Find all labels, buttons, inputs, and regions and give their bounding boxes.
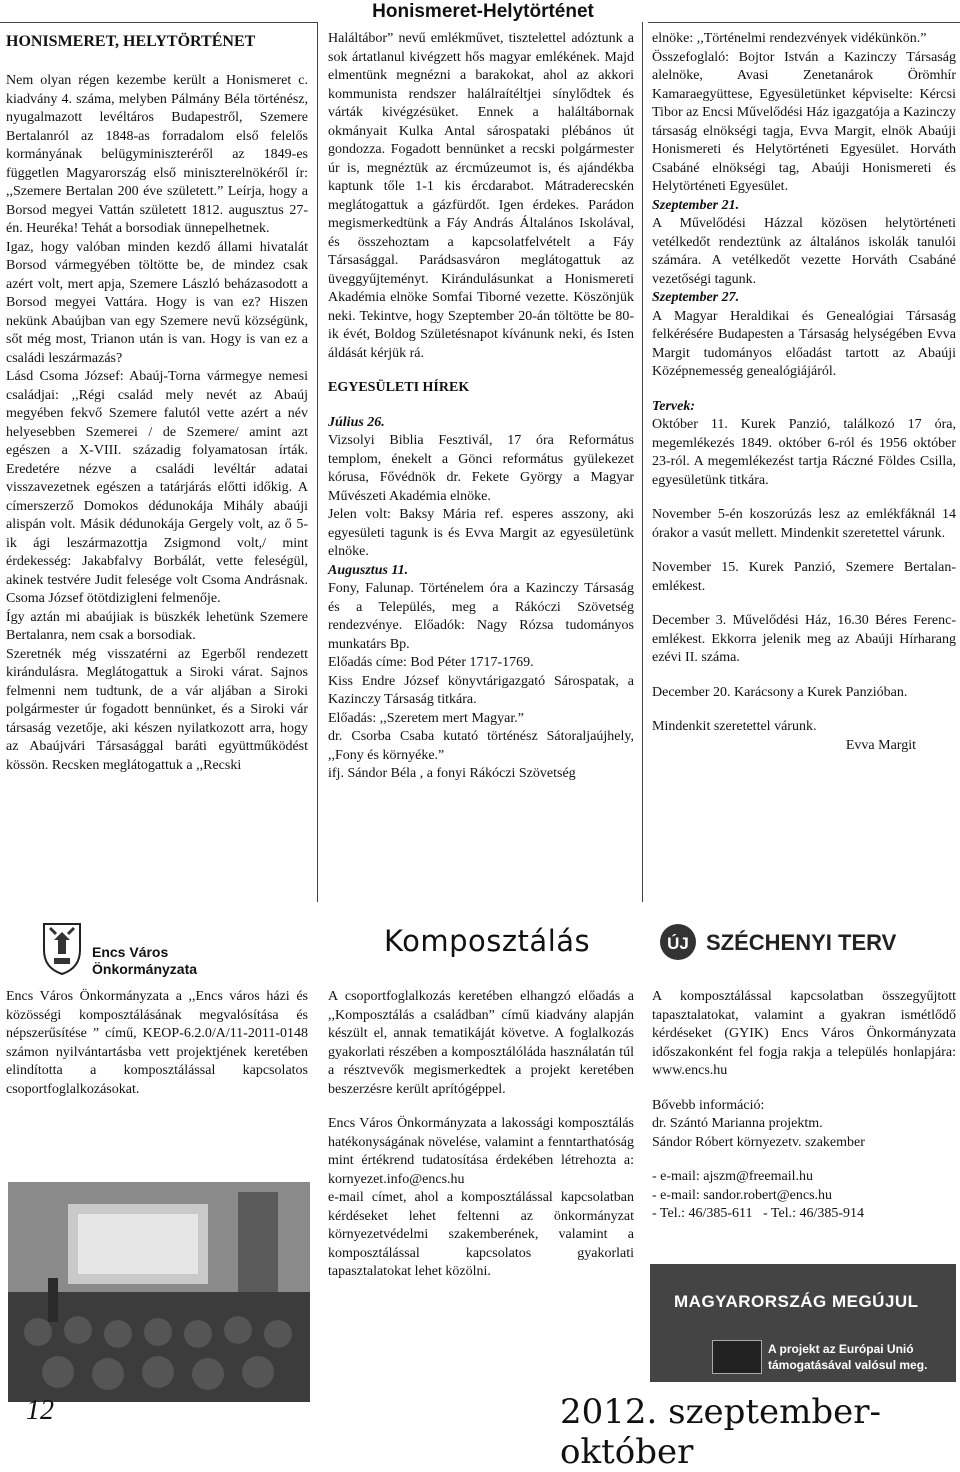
article-column-2	[328, 30, 634, 784]
contact-phones: - Tel.: 46/385-611 - Tel.: 46/385-914	[652, 1206, 865, 1221]
author-signature: Evva Margit	[845, 737, 916, 753]
header-rule-right	[648, 22, 960, 23]
magyarorszag-megujul-banner	[650, 1264, 956, 1382]
sept-21-text: A Művelődési Házzal közösen helytörténeti vetélkedőt rendeztünk az általános iskolák tanulói számára. A vetélkedőt vezette Horváth Csabáné vezetőségi tagunk.	[652, 216, 956, 287]
sept-21-date: Szeptember 21.	[652, 197, 740, 213]
kompost-col2-text-3: e-mail címet, ahol a komposztálással kapcsolatban kérdéseket lehet feltenni az önkormányzat környezetvédelmi szakemberének, valamint a komposztálással kapcsolatos gyakorlati tapasztalatokat lehet közölni.	[328, 1190, 634, 1279]
august-text-4: Előadás: ,,Szeretem mert Magyar.”	[328, 710, 524, 726]
august-date: Augusztus 11.	[328, 562, 409, 578]
page-number: 12	[26, 1395, 54, 1426]
august-text-3: Kiss Endre József könyvtárigazgató Sárospatak, a Kazinczy Társaság titkára.	[328, 673, 634, 707]
encs-logo-text	[92, 944, 197, 978]
contact-email-1: - e-mail: ajszm@freemail.hu	[652, 1169, 813, 1184]
header-rule-left	[0, 22, 318, 23]
august-text: Fony, Falunap. Történelem óra a Kazinczy Társaság és a Település, meg a Rákóczi Szövetség rendezvénye. Előadók: Nagy Rózsa tudományos munkatárs Bp.	[328, 581, 634, 652]
eu-flag-icon	[712, 1340, 762, 1374]
august-text-6: ifj. Sándor Béla , a fonyi Rákóczi Szövetség	[328, 766, 576, 781]
banner-title: MAGYARORSZÁG MEGÚJUL	[674, 1292, 919, 1311]
col1-paragraph-1: Nem olyan régen kezembe került a Honismeret c. kiadvány 4. száma, melyben Pálmány Béla történész, nyugalmazott levéltáros Budapestről, Szemere Bertalanról az 1848-as forradalom első felelős kormányának belügyminiszteréről az 1849-es független Magyarország első miniszterelnökéről ír: ,,Szemere Bertalan 200 éve született.” Leírja, hogy a Borsod megyei Vattán született 1812. augusztus 27-én. Heuréka! Tehát a borsodiak ünnepelhetnek.	[6, 73, 308, 236]
kompost-column-3	[652, 988, 956, 1224]
kompost-col1-text: Encs Város Önkormányzata a ,,Encs város házi és közösségi komposztálásának megvalósítása és népszerűsítése ” című, KEOP-6.2.0/A/11-2011-0148 számon nyilvántartásba vett projektjének keretében elindította a komposztálással kapcsolatos csoportfoglalkozásokat.	[6, 989, 308, 1097]
page-header-title: Honismeret-Helytörténet	[372, 1, 594, 22]
contact-email-2: - e-mail: sandor.robert@encs.hu	[652, 1187, 833, 1203]
encs-coat-of-arms-icon	[40, 920, 84, 976]
sept-27-text: A Magyar Heraldikai és Genealógiai Társaság felkérésére Budapesten a Társaság helységében Evva Margit tudományos előadást tartott az Abaúji Középnemesség genealógiájáról.	[652, 308, 956, 379]
tervek-item-4: December 3. Művelődési Ház, 16.30 Béres Ferenc-emlékest. Ekkorra jelenik meg az Abaúji Hírharang ezévi II. száma.	[652, 613, 956, 665]
kompost-column-1	[6, 988, 308, 1099]
komposztalas-title: Komposztálás	[384, 924, 591, 958]
col3-osszefoglalo: Összefoglaló: Bojtor István a Kazinczy Társaság alelnöke, Avasi Zenetanárok Örömhír Kamaraegyüttese, Egyesületünket képviselte: Kércsi Tibor az Encsi Művelődési Ház igazgatója a Kazinczy társaság elnökségi tagja, Evva Margit, elnök Abaúji Honismereti és Helytörténeti Egyesület. Horváth Csabáné elnökségi tag, Abaúji Honismereti és Helytörténeti Egyesület.	[652, 49, 956, 194]
column-divider-1	[317, 22, 318, 902]
egyesuleti-hirek-title: EGYESÜLETI HÍREK	[328, 380, 470, 395]
info-contact-2: Sándor Róbert környezetv. szakember	[652, 1134, 865, 1150]
tervek-item-6: Mindenkit szeretettel várunk.	[652, 719, 817, 734]
svg-text:ÚJ: ÚJ	[667, 934, 689, 953]
issue-date: 2012. szeptember-október	[560, 1392, 882, 1472]
banner-subtitle-1: A projekt az Európai Unió	[768, 1342, 914, 1356]
col3-intro: elnöke: ,,Történelmi rendezvények vidékünkön.”	[652, 31, 927, 46]
presentation-photo	[8, 1182, 310, 1402]
info-contact-1: dr. Szántó Marianna projektm.	[652, 1116, 823, 1131]
kompost-column-2	[328, 988, 634, 1282]
tervek-title: Tervek:	[652, 398, 696, 414]
july-date: Július 26.	[328, 414, 385, 430]
august-text-5: dr. Csorba Csaba kutató történész Sátoraljaújhely, ,,Fony és környéke.”	[328, 729, 634, 763]
col2-intro: Haláltábor” nevű emlékművet, tisztelettel adóztunk a sok ártatlanul kivégzett hős magyar emlékének. Majd elmentünk megnézni a barakokat, ahol az akkori kommunista rendszer halálraítéltjei sínylődtek és várták kivégzésüket. Ennek a haláltábornak okmányait Kulka Antal sárospataki plébános út gondozza. Fogadott bennünket a recski polgármester úr is, megnéztük az ércmúzeumot is, és ajándékba kaptunk tőle 1-1 kis ércdarabot. Mátraderecskén meglátogattuk a gázfürdőt. Igen érdekes. Parádon megismerkedtünk a Fáy András Általános Iskolával, és összehoztam a kapcsolatfelvételt a Fáy Társasággal. Parádsasváron meglátogattuk az üveggyűjteményt. Kirándulásunkat a Honismereti Akadémia elnöke Somfai Tiborné vezette. Köszönjük neki. Tekintve, hogy Szeptember 20-án töltötte be 80-ik évét, Boldog Születésnapot kívánunk neki, és Isten áldását kérjük rá.	[328, 31, 634, 361]
encs-logo-line-2: Önkormányzata	[92, 961, 198, 977]
sept-27-date: Szeptember 27.	[652, 290, 740, 305]
tervek-item-2: November 5-én koszorúzás lesz az emlékfáknál 14 órakor a vasút mellett. Mindenkit szeretettel várunk.	[652, 507, 956, 541]
august-text-2: Előadás címe: Bod Péter 1717-1769.	[328, 655, 534, 670]
szechenyi-terv-text: SZÉCHENYI TERV	[706, 930, 897, 955]
col1-paragraph-2: Igaz, hogy valóban minden kezdő állami hivatalát Borsod vármegyében töltötte be, de mindez csak azért volt, mert apja, Szemere László beházasodott a Borsod megyei Vattára. Hogy is van ez? Hiszen nekünk Abaújban van egy Szemere nevű községünk, sőt még most, Trianon után is van. Hogy is van ez a családi leszármazás?	[6, 239, 308, 366]
col1-paragraph-4: Így aztán mi abaújiak is büszkék lehetünk Szemere Bertalanra, nem csak a borsodiak.	[6, 609, 308, 643]
col1-paragraph-5: Szeretnék még visszatérni az Egerből rendezett kirándulásra. Meglátogattuk a Siroki várat. Sajnos felmenni nem tudtunk, de a vár aljában a Siroki polgármester úr fogadott bennünket, és a Siroki vár társaság vezetője, aki készen nyilatkozott arra, hogy az Abaújvári Társasággal baráti együttműködést kössön. Recsken meglátogattuk a ,,Recski	[6, 646, 308, 773]
kompost-col2-text-1: A csoportfoglalkozás keretében elhangzó előadás a ,,Komposztálás a családban” című kiadvány alapján készült el, annak tematikáját követve. A foglalkozás gyakorlati részében a komposztálóláda használatán túl a résztvevők megismerkedtek a projekt keretében beszerzésre került aprítógéppel.	[328, 989, 634, 1097]
july-text-2: Jelen volt: Baksy Mária ref. esperes asszony, aki egyesületi tagunk is és Evva Margit az egyesületünk elnöke.	[328, 507, 634, 559]
tervek-item-5: December 20. Karácsony a Kurek Panzióban.	[652, 684, 908, 700]
kompost-col2-text-2: Encs Város Önkormányzata a lakossági komposztálás hatékonyságának növelése, valamint a fenntarthatóság mint értékrend tudatosítása érdekében létrehozta a: kornyezet.info@encs.hu	[328, 1116, 634, 1187]
column-divider-2	[642, 22, 643, 902]
article-column-1	[6, 72, 308, 775]
info-title: Bővebb információ:	[652, 1097, 765, 1113]
szechenyi-terv-logo	[656, 920, 956, 964]
banner-subtitle-2: támogatásával valósul meg.	[768, 1358, 928, 1372]
encs-logo-line-1: Encs Város	[92, 944, 169, 960]
section-title: HONISMERET, HELYTÖRTÉNET	[6, 33, 256, 50]
article-column-3	[652, 30, 956, 755]
kompost-col3-text: A komposztálással kapcsolatban összegyűjtott tapasztalatokat, valamint a gyakran ismétlődő kérdéseket (GYIK) Encs Város Önkormányzata időszakonként fel fogja rakja a település honlapjára: www.encs.hu	[652, 989, 956, 1078]
tervek-item-3: November 15. Kurek Panzió, Szemere Bertalan-emlékest.	[652, 560, 956, 594]
tervek-item-1: Október 11. Kurek Panzió, találkozó 17 óra, megemlékezés 1849. október 6-ról és 1956 október 23-ról. A megemlékezést tartja Ráczné Földes Csilla, egyesületünk titkára.	[652, 417, 956, 488]
july-text: Vizsolyi Biblia Fesztivál, 17 óra Református templom, énekelt a Gönci református gyülekezet kórusa, Fővédnök dr. Fekete György a Magyar Művészeti Akadémia elnöke.	[328, 433, 634, 504]
col1-paragraph-3: Lásd Csoma József: Abaúj-Torna vármegye nemesi családjai: ,,Régi család mely nevét az Abaúj megyében fekvő Szemere falutól vette azért a név helyesebben Szemerei / de Szemere/ amint azt egészen a X-VIII. századig folyamatosan írták. Eredetére nézve a családi levéltár adatai visszavezetnek egészen a tatárjárás előtti időkig. A címerszerző Domokos dédunokája Mihály abaúji alispán volt. Másik dédunokája Gergely volt, az ő 5-ik ági leszármazottja Zsigmond volt,/ mint érdekesség: Jakabfalvy Borbálát, vette feleségül, akinek testvére Judit felesége volt Csoma Andrásnak. Csoma József ötötdizigleni felmenője.	[6, 369, 308, 606]
